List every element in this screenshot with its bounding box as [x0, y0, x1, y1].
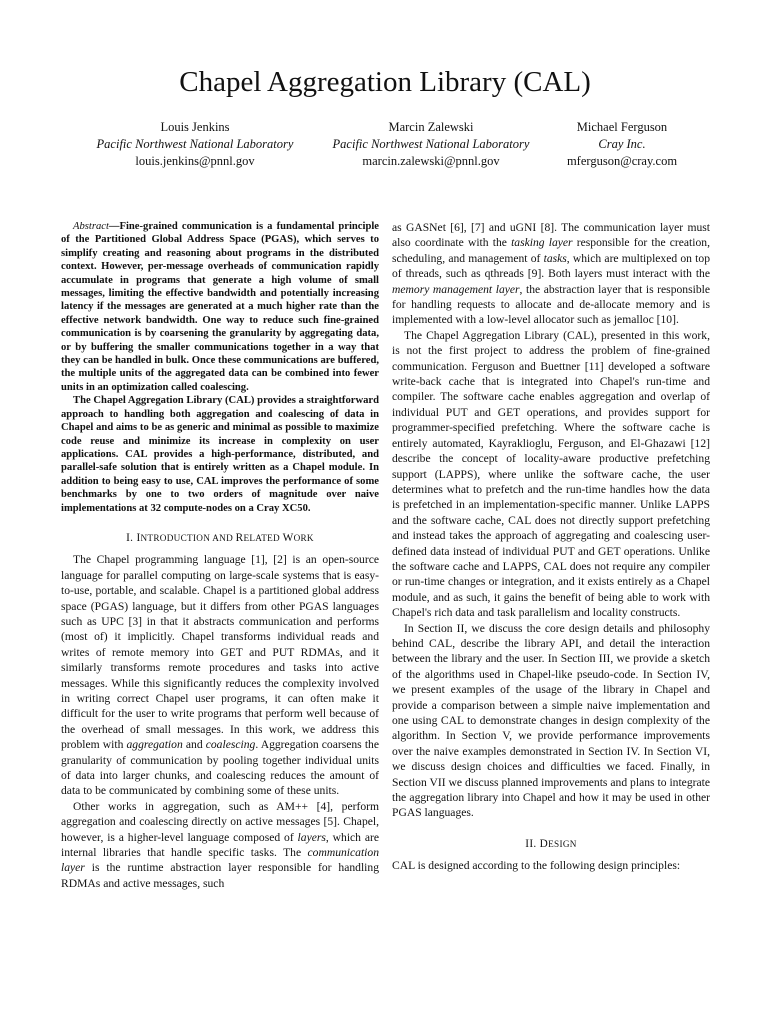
left-column — [61, 220, 379, 891]
abstract-paragraph-2: The Chapel Aggregation Library (CAL) provides a straightforward approach to handling both aggregation and coalescing of data in Chapel and aims to be as generic and minimal as possible to maximize code reuse and minimize its increase in complexity on user applications. CAL provides a high-performance, distributed, and parallel-safe solution that is entirely written as a Chapel module. In addition to being easy to use, CAL improves the performance of some benchmarks by one to two orders of magnitude over naive implementations at 32 compute-nodes on a Cray XC50. — [61, 395, 379, 514]
body-paragraph: Other works in aggregation, such as AM++ [4], perform aggregation and coalescing directly on active messages [5]. Chapel, however, is a higher-level language composed of layers, which are internal libraries that handle specific tasks. The communication layer is the runtime abstraction layer responsible for handling RDMAs and active messages, such — [61, 799, 379, 890]
author-name: Michael Ferguson — [576, 120, 668, 134]
section-heading-design: II. DESIGN — [525, 837, 577, 850]
author-email: louis.jenkins@pnnl.gov — [135, 154, 255, 168]
author-affiliation: Pacific Northwest National Laboratory — [96, 137, 294, 151]
abstract-lead: Abstract — [73, 221, 109, 232]
author-name: Louis Jenkins — [160, 120, 230, 134]
author-affiliation: Cray Inc. — [598, 137, 646, 151]
author-block-1 — [70, 119, 320, 170]
section-heading-introduction: I. INTRODUCTION AND RELATED WORK — [126, 531, 314, 544]
paper-title: Chapel Aggregation Library (CAL) — [179, 66, 591, 98]
body-paragraph: as GASNet [6], [7] and uGNI [8]. The communication layer must also coordinate with the tasking layer responsible for the creation, scheduling, and management of tasks, which are multiplexed on top of threads, such as qthreads [9]. Both layers must interact with the memory management layer, the abstraction layer that is responsible for handling requests to allocate and de-allocate memory and is implemented with a low-level allocator such as jemalloc [10]. — [392, 221, 710, 327]
body-paragraph: CAL is designed according to the following design principles: — [392, 859, 681, 873]
abstract-paragraph-1: Abstract—Fine-grained communication is a fundamental principle of the Partitioned Global Address Space (PGAS), which serves to simplify creating and reasoning about programs in the distributed context. However, per-message overheads of communication rapidly accumulate in programs that generate a high volume of small messages, limiting the effective bandwidth and potentially increasing latency if the messages are generated at a much higher rate than the effective network bandwidth. One way to reduce such fine-grained communication is by coarsening the granularity by aggregating data, or by buffering the smaller communications together in a way that they can be handled in bulk. Once these communications are buffered, the multiple units of the aggregated data can be combined into fewer units in an optimization called coalescing. — [61, 221, 379, 393]
author-email: mferguson@cray.com — [566, 154, 678, 168]
author-block-3 — [497, 119, 747, 170]
author-email: marcin.zalewski@pnnl.gov — [362, 154, 500, 168]
body-paragraph: The Chapel Aggregation Library (CAL), presented in this work, is not the first project to address the problem of fine-grained communication. Ferguson and Buettner [11] developed a software write-back cache that is integrated into Chapel's run-time and compiler. The software cache enables aggregation and overlap of individual PUT and GET operations, and provides support for programmer-specified prefetching. Where the software cache is entirely automated, Kayraklioglu, Ferguson, and El-Ghazawi [12] describe the concept of locality-aware productive prefetching support (LAPPS), where unlike the software cache, the user determines what to prefetch and the run-time handles how the data is prefetched in an implementation-specific manner. Unlike LAPPS and the software cache, CAL does not directly support prefetching and instead takes the approach of aggregating and coalescing user-defined data instead of individual PUT and GET operations. Unlike the software cache and LAPPS, CAL does not require any compiler or run-time changes or integration, and it exists entirely as a Chapel module, and as such, it gains the benefit of being able to work with Chapel's rich data and task parallelism and locality constructs. — [392, 328, 710, 620]
author-name: Marcin Zalewski — [388, 120, 474, 134]
body-paragraph: In Section II, we discuss the core design details and philosophy behind CAL, describe the library API, and detail the interaction between the library and the user. In Section III, we provide a sketch of the algorithms used in Chapel-like pseudo-code. In Section IV, we present examples of the usage of the library in Chapel and provide a comparison between a simple naive implementation and one using CAL to demonstrate changes in design complexity of the algorithm. In Section V, we provide performance improvements over the naive examples demonstrated in Section IV. In Section VI, we discuss design choices and difficulties we faced. Finally, in Section VII we discuss planned improvements and plans to integrate the aggregation library into Chapel and how it may be used in other PGAS languages. — [392, 621, 710, 820]
body-paragraph: The Chapel programming language [1], [2] is an open-source language for parallel computing on large-scale systems that is easy-to-use, portable, and scalable. Chapel is a partitioned global address space (PGAS) language, but it differs from other PGAS languages such as UPC [3] in that it abstracts communication and performs (most of) it implicitly. Chapel transforms individual reads and writes of remote memory into GET and PUT RDMAs, and it similarly transforms remote procedures and tasks into active messages. While this significantly reduces the complexity involved in writing correct Chapel user programs, it can often make it difficult for the user to write programs that perform well because of the overhead of small messages. In this work, we address this problem with aggregation and coalescing. Aggregation coarsens the granularity of communication by pooling together individual units of data into larger chunks, and coalescing reduces the amount of data to be communicated by combining some of these units. — [61, 553, 379, 798]
author-affiliation: Pacific Northwest National Laboratory — [332, 137, 530, 151]
right-column — [392, 220, 710, 874]
